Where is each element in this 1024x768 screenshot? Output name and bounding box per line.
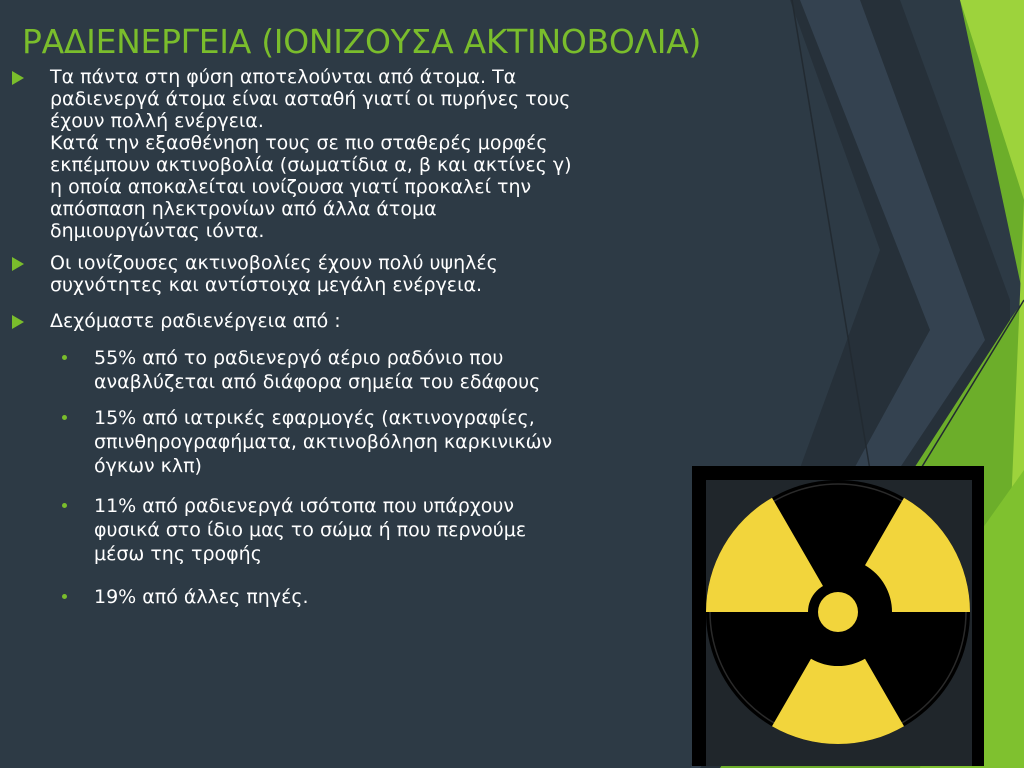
sub-bullet-text: 11% από ραδιενεργά ισότοπα που υπάρχουν φυσικά στο ίδιο μας το σώμα ή που περνούμε μέσω της τροφής <box>94 495 527 565</box>
sub-bullet-text: 15% από ιατρικές εφαρμογές (ακτινογραφίες, σπινθηρογραφήματα, ακτινοβόληση καρκινικών όγκων κλπ) <box>94 407 553 477</box>
radiation-trefoil-icon <box>704 478 974 768</box>
sub-bullet-text: 55% από το ραδιενεργό αέριο ραδόνιο που αναβλύζεται από διάφορα σημεία του εδάφους <box>94 347 541 393</box>
sub-bullet-item <box>62 346 662 396</box>
bullet-text: Οι ιονίζουσες ακτινοβολίες έχουν πολύ υψηλές συχνότητες και αντίστοιχα μεγάλη ενέργεια. <box>50 252 498 296</box>
bullet-item <box>12 252 702 300</box>
sub-bullet-item <box>62 585 662 611</box>
triangle-bullet-icon <box>12 315 24 329</box>
bullet-text: Τα πάντα στη φύση αποτελούνται από άτομα. Τα ραδιενεργά άτομα είναι ασταθή γιατί οι πυρήνες τους έχουν πολλή ενέργεια. Κατά την εξασθένηση τους σε πιο σταθερές μορφές εκπέμπουν ακτινοβολία (σωματίδια α, β και ακτίνες γ) η οποία αποκαλείται ιονίζουσα γιατί προκαλεί την απόσπαση ηλεκτρονίων από άλλα άτομα δημιουργώντας ιόντα. <box>50 66 572 242</box>
triangle-bullet-icon <box>12 71 24 85</box>
sub-bullet-text: 19% από άλλες πηγές. <box>94 586 309 608</box>
slide-title: ΡΑΔΙΕΝΕΡΓΕΙΑ (ΙΟΝΙΖΟΥΣΑ ΑΚΤΙΝΟΒΟΛΙΑ) <box>22 22 702 61</box>
sub-bullet-item <box>62 406 662 480</box>
dot-bullet-icon <box>62 355 67 360</box>
bullet-item <box>12 66 702 246</box>
radiation-center-dot <box>818 592 858 632</box>
bullet-text: Δεχόμαστε ραδιενέργεια από : <box>50 310 341 332</box>
dot-bullet-icon <box>62 503 67 508</box>
sub-bullet-item <box>62 494 662 568</box>
dot-bullet-icon <box>62 415 67 420</box>
triangle-bullet-icon <box>12 257 24 271</box>
bullet-item <box>12 310 702 336</box>
dot-bullet-icon <box>62 594 67 599</box>
